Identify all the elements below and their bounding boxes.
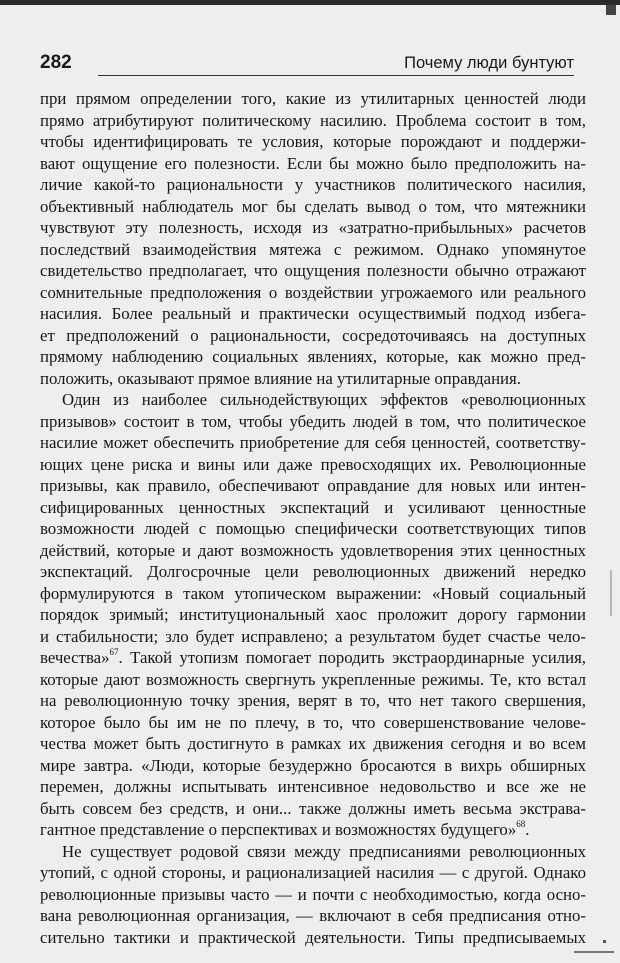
- page-number: 282: [40, 52, 72, 73]
- text-line: возможности людей с помощью специфически соответствующих типов: [40, 519, 586, 538]
- text-line: объективный наблюдатель мог бы сделать вывод о том, что мятежники: [40, 196, 586, 216]
- text-line-with-footnote: [40, 647, 586, 669]
- text-line: последствий взаимодействия мятежа с режимом. Однако упомянутое: [40, 239, 586, 259]
- text-line: на революционную точку зрения, верят в то, что нет такого свершения,: [40, 691, 586, 710]
- text-line: сомнительные предположения о воздействии угрожаемого или реального: [40, 282, 586, 302]
- text-fragment: .: [525, 820, 530, 839]
- text-line: при прямом определении того, какие из утилитарных ценностей люди: [40, 89, 586, 108]
- paragraph-1: [40, 88, 586, 389]
- text-line: Не существует родовой связи между предписаниями революционных: [62, 841, 586, 861]
- page-header: [40, 52, 574, 78]
- text-line: ет предположений о рациональности, сосредоточиваясь на доступных: [40, 325, 586, 345]
- text-line: призывов» состоит в том, чтобы убедить людей в том, что политическое: [40, 411, 586, 431]
- body-text: [40, 88, 586, 948]
- text-line: прямому наблюдению социальных явлениях, которые, как можно пред-: [40, 347, 586, 366]
- footnote-ref-68: 68: [516, 819, 526, 830]
- text-line: порядок зримый; институциональный хаос проложит дорогу гармонии: [40, 605, 586, 624]
- text-fragment: . Такой утопизм помогает породить экстраординарные усилия,: [118, 648, 586, 667]
- scan-corner-mark: [606, 5, 616, 15]
- text-line: положить, оказывают прямое влияние на утилитарные оправдания.: [40, 368, 521, 388]
- text-line: формулируются в таком утопическом выражении: «Новый социальный: [40, 583, 586, 603]
- text-line: личие какой-то рациональности у участников политического насилия,: [40, 175, 586, 194]
- text-line: утопий, с одной стороны, и рационализацией насилия — с другой. Однако: [40, 863, 586, 882]
- text-line: экспектаций. Долгосрочные цели революционных движений нередко: [40, 562, 586, 581]
- text-fragment: вечества»: [40, 648, 110, 667]
- text-line: чества может быть достигнуто в рамках их движения сегодня и во всем: [40, 734, 586, 753]
- text-line: сительно тактики и практической деятельности. Типы предписываемых: [40, 927, 586, 947]
- text-line: революционные призывы часто — и почти с необходимостью, когда осно-: [40, 884, 586, 904]
- text-line: насилие может обеспечить приобретение для себя ценностей, соответству-: [40, 433, 586, 452]
- text-line: чтобы идентифицировать те условия, которые порождают и поддержи-: [40, 132, 586, 151]
- text-line: свидетельство предполагает, что ощущения полезности обычно отражают: [40, 261, 586, 280]
- paragraph-2: [40, 389, 586, 841]
- text-line: действий, которые и дают возможность удовлетворения этих ценностных: [40, 540, 586, 560]
- text-line: которые дают возможность свергнуть укрепленные режимы. Те, кто встал: [40, 669, 586, 689]
- text-line: сифицированных ценностных экспектаций и усиливают ценностные: [40, 497, 586, 517]
- text-line: и стабильности; зло будет исправлено; а результатом будет счастье чело-: [40, 626, 586, 646]
- running-title: Почему люди бунтуют: [404, 54, 574, 72]
- top-border-rule: [0, 0, 620, 5]
- scan-artifact: [574, 951, 614, 953]
- text-line: чувствуют эту полезность, исходя из «затратно-прибыльных» расчетов: [40, 218, 586, 237]
- text-line: ющих цене риска и вины или даже превосходящих их. Революционные: [40, 454, 586, 474]
- paragraph-3: [40, 841, 586, 949]
- margin-mark: [610, 570, 612, 616]
- text-line: Один из наиболее сильнодействующих эффектов «революционных: [62, 390, 586, 409]
- text-line: вают ощущение его полезности. Если бы можно было предположить на-: [40, 153, 586, 173]
- scan-artifact: [603, 940, 606, 943]
- text-line: насилия. Более реальный и практически осуществимый подход избега-: [40, 304, 586, 323]
- footnote-ref-67: 67: [109, 647, 119, 658]
- text-fragment: гантное представление о перспективах и возможностях будущего»: [40, 820, 517, 839]
- text-line-with-footnote: [40, 819, 586, 841]
- text-line: призывы, как правило, обеспечивают оправдание для новых или интен-: [40, 476, 586, 495]
- text-line: мире завтра. «Люди, которые безудержно бросаются в вихрь обширных: [40, 755, 586, 775]
- header-rule: [98, 75, 574, 76]
- text-line: перемен, должны испытывать интенсивное недовольство и все же не: [40, 777, 586, 796]
- text-line: прямо атрибутируют политическому насилию. Проблема состоит в том,: [40, 110, 586, 130]
- text-line: которое было бы им не по плечу, в то, что совершенствование челове-: [40, 712, 586, 732]
- text-line: вана революционная организация, — включают в себя предписания отно-: [40, 906, 586, 925]
- text-line: быть совсем без средств, и они... также должны иметь весьма экстрава-: [40, 798, 586, 818]
